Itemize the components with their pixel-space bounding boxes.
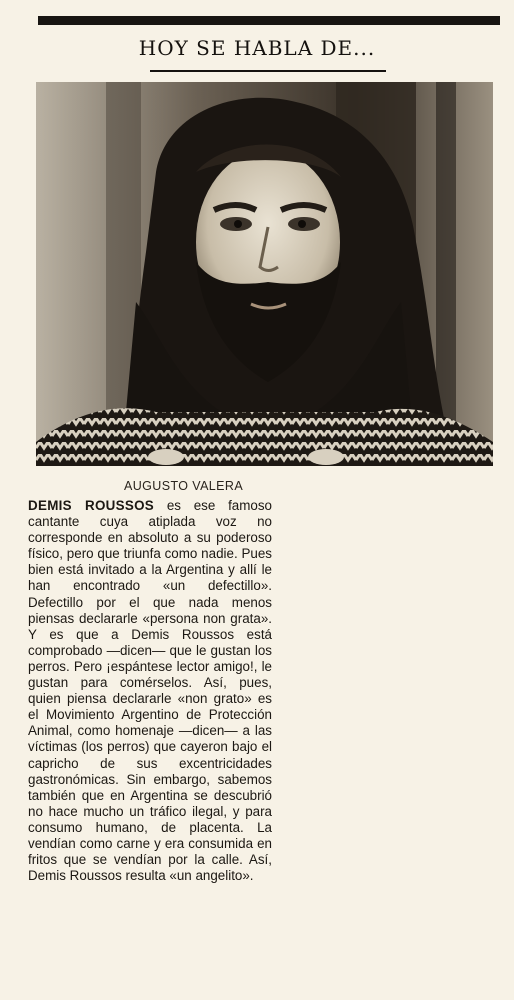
top-rule — [38, 16, 500, 25]
article-lead: DEMIS ROUSSOS — [28, 498, 155, 513]
article-body — [28, 498, 272, 884]
title-underline — [150, 70, 386, 72]
article-text: es ese famoso cantante cuya atiplada voz no corresponde en absoluto a su poderoso físico, pero que triunfa como nadie. Pues bien está invitado a la Argentina y allí le han encontrado «un defectillo». Defectillo por el que nada menos piensas declararle «persona non grata». Y es que a Demis Roussos está comprobado —dicen— que le gustan los perros. Pero ¡espántese lector amigo!, le gustan para comérselos. Así, pues, quien piensa declararle «non grato» es el Movimiento Argentino de Protección Animal, como homenaje —dicen— a las víctimas (los perros) que cayeron bajo el capricho de sus excentricidades gastronómicas. Sin embargo, sabemos también que en Argentina se descubrió no hace mucho un tráfico ilegal, y para consumo humano, de placenta. La vendían como carne y era consumida en fritos que se vendían por la calle. Así, Demis Roussos resulta «un angelito». — [28, 498, 272, 884]
byline: AUGUSTO VALERA — [124, 479, 244, 493]
portrait-photo — [36, 82, 493, 466]
section-title: HOY SE HABLA DE... — [138, 36, 376, 60]
